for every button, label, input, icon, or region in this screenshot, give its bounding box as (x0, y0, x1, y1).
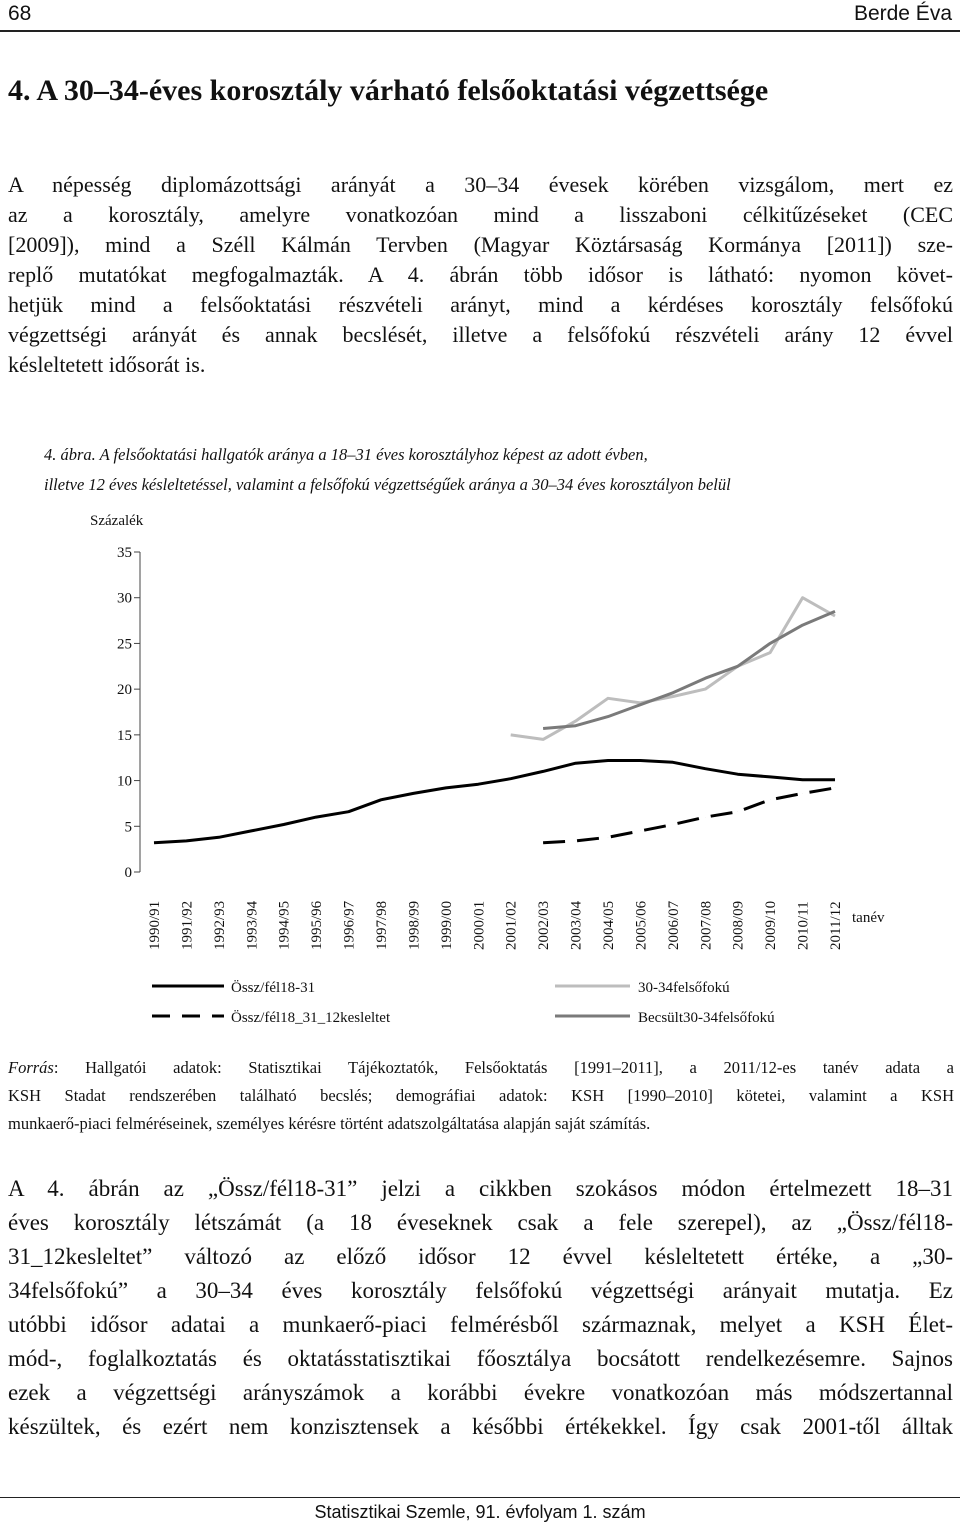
x-tick-label: 2006/07 (665, 900, 682, 950)
x-tick-label: 2010/11 (795, 901, 812, 950)
header-rule (0, 30, 960, 32)
x-tick-label: 1998/99 (406, 900, 423, 950)
source-label: Forrás (8, 1058, 54, 1077)
x-tick-label: 1997/98 (374, 900, 390, 950)
x-tick-label: 2008/09 (730, 900, 747, 950)
y-tick-labels (117, 545, 132, 881)
x-tick-label: 2002/03 (536, 900, 553, 950)
legend-label: Össz/fél18_31_12kesleltet (231, 1010, 391, 1026)
paragraph-line: 34felsőfokú” a 30–34 éves korosztály felsőfokú végzettségi arányait mutatja. Ez (8, 1278, 953, 1303)
caption-line: illetve 12 éves késleltetéssel, valamint a felsőfokú végzettségűek aránya a 30–34 éves korosztályon belül (44, 475, 731, 494)
paragraph-line: [2009]), mind a Széll Kálmán Tervben (Magyar Köztársaság Kormánya [2011]) sze- (8, 232, 953, 257)
x-tick-label: 2004/05 (601, 900, 617, 950)
caption-line: 4. ábra. A felsőoktatási hallgatók aránya a 18–31 éves korosztályhoz képest az adott évben, (44, 445, 648, 464)
paragraph-line: késleltetett idősorát is. (8, 352, 206, 377)
source-line: KSH Stadat rendszerében található becslés; demográfiai adatok: KSH [1990–2010] kötetei, valamint a KSH (8, 1086, 954, 1105)
y-tick-label: 25 (117, 636, 132, 653)
paragraph-line: A 4. ábrán az „Össz/fél18-31” jelzi a cikkben szokásos módon értelmezett 18–31 (8, 1176, 953, 1201)
series-line (543, 611, 835, 728)
y-tick-label: 35 (117, 545, 132, 561)
source-line (8, 1054, 954, 1082)
x-tick-label: 1996/97 (341, 900, 358, 950)
paragraph-line: végzettségi arányát és annak becslését, illetve a felsőfokú részvételi arány 12 évvel (8, 322, 953, 347)
y-tick-label: 0 (124, 865, 132, 881)
x-tick-label: 1994/95 (276, 900, 293, 950)
line-chart (0, 500, 960, 1040)
paragraph-line: A népesség diplomázottsági arányát a 30–34 évesek körében vizsgálom, mert ez (8, 172, 953, 197)
x-tick-label: 1990/91 (147, 900, 163, 950)
x-tick-label: 1995/96 (309, 900, 326, 950)
y-tick-label: 30 (117, 590, 132, 607)
series-line (543, 788, 835, 843)
paragraph-line: készültek, és ezért nem konzisztensek a későbbi értékekkel. Így csak 2001-től álltak (8, 1414, 953, 1439)
source-note (8, 1054, 954, 1138)
source-text: : Hallgatói adatok: Statisztikai Tájékoztatók, Felsőoktatás [1991–2011], a 2011/12-es tanév adata a (53, 1058, 954, 1077)
x-tick-label: 2003/04 (568, 900, 585, 950)
y-tick-label: 10 (117, 773, 132, 790)
x-tick-label: 1992/93 (211, 900, 228, 950)
series-line (511, 598, 835, 740)
y-axis-label: Százalék (90, 513, 144, 529)
paragraph-line: ezek a végzettségi arányszámok a korábbi évekre vonatkozóan más módszertannal (8, 1380, 953, 1405)
series-line (154, 761, 835, 843)
x-axis-label: tanév (852, 910, 885, 926)
chart-series (154, 598, 835, 843)
paragraph-line: 31_12kesleltet” változó az előző idősor 12 évvel késleltetett értéke, a „30- (8, 1244, 953, 1269)
page-number: 68 (8, 2, 32, 25)
y-tick-label: 20 (117, 682, 132, 699)
legend-label: 30-34felsőfokú (638, 980, 730, 996)
paragraph-line: az a korosztály, amelyre vonatkozóan mind a lisszaboni célkitűzéseket (CEC (8, 202, 953, 227)
intro-paragraph (8, 170, 953, 380)
chart-axes (134, 552, 140, 872)
y-tick-label: 5 (124, 819, 132, 836)
running-header-author: Berde Éva (853, 2, 952, 25)
body-paragraph (8, 1172, 953, 1444)
paragraph-line: utóbbi idősor adatai a munkaerő-piaci felmérésből származnak, melyet a KSH Élet- (8, 1312, 953, 1337)
x-tick-label: 2005/06 (633, 900, 650, 950)
x-tick-label: 2009/10 (763, 900, 780, 950)
legend-label: Össz/fél18-31 (231, 980, 316, 996)
x-tick-label: 2001/02 (503, 900, 520, 950)
x-tick-label: 2000/01 (471, 900, 488, 950)
paragraph-line: éves korosztály létszámát (a 18 éveseknek csak a fele szerepel), az „Össz/fél18- (8, 1210, 953, 1235)
paragraph-line: hetjük mind a felsőoktatási részvételi arányt, mind a kérdéses korosztály felsőfokú (8, 292, 953, 317)
paragraph-line: mód-, foglalkoztatás és oktatásstatisztikai főosztálya bocsátott rendelkezésemre. Sajnos (8, 1346, 953, 1371)
y-tick-label: 15 (117, 727, 132, 744)
footer-rule (0, 1497, 960, 1498)
x-tick-labels (147, 900, 844, 950)
x-tick-label: 1993/94 (244, 900, 261, 950)
journal-footer: Statisztikai Szemle, 91. évfolyam 1. szám (314, 1502, 646, 1522)
x-tick-label: 2007/08 (698, 900, 715, 950)
section-title: 4. A 30–34-éves korosztály várható felsőoktatási végzettsége (8, 74, 769, 107)
chart-legend (152, 979, 775, 1026)
figure-caption (44, 440, 944, 500)
legend-label: Becsült30-34felsőfokú (638, 1010, 775, 1026)
x-tick-label: 1999/00 (438, 900, 455, 950)
source-line: munkaerő-piaci felméréseinek, személyes kérésre történt adatszolgáltatása alapján saját számítás. (8, 1114, 651, 1133)
paragraph-line: replő mutatókat megfogalmazták. A 4. ábrán több idősor is látható: nyomon követ- (8, 262, 953, 287)
x-tick-label: 2011/12 (828, 901, 844, 950)
x-tick-label: 1991/92 (179, 900, 196, 950)
